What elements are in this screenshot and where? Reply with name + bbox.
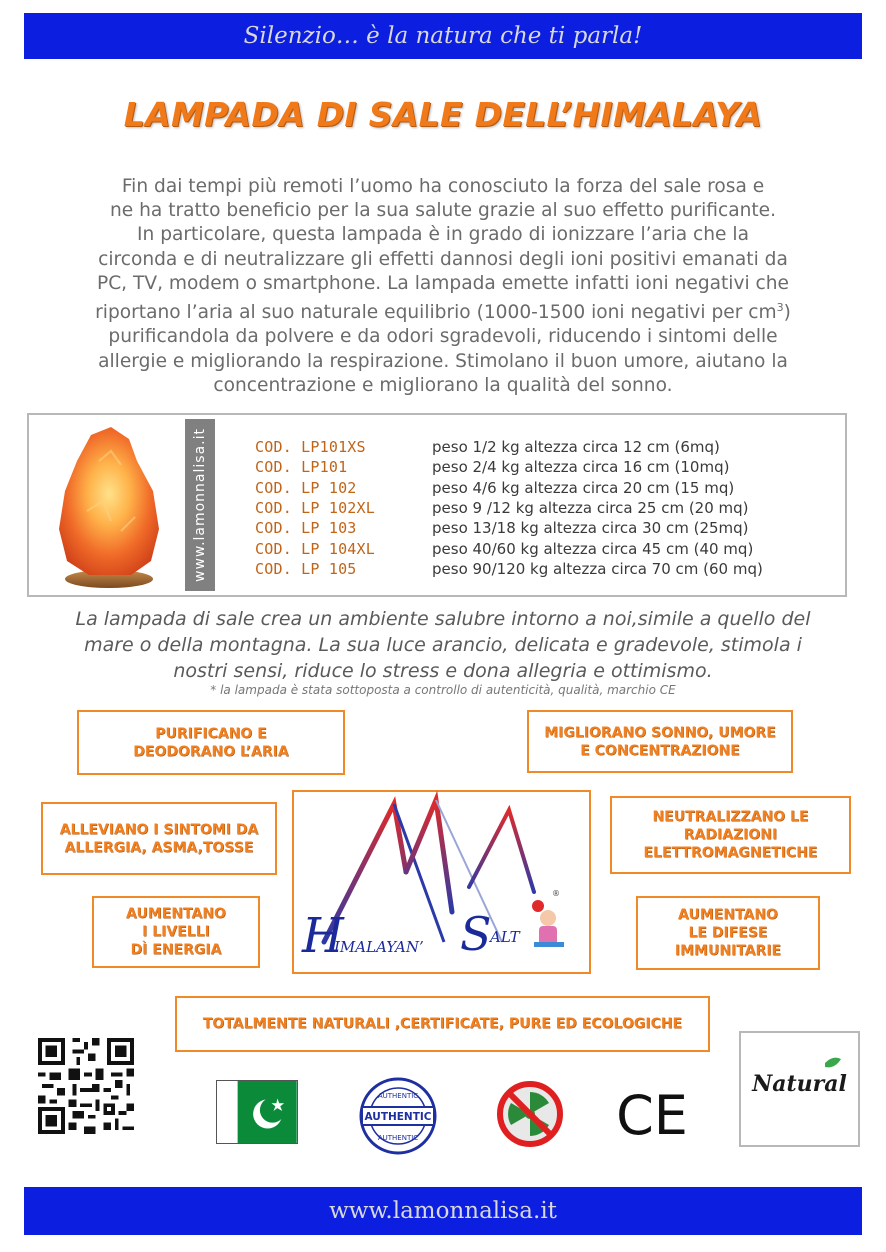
logo-letter-s: S bbox=[460, 907, 492, 961]
intro-line: In particolare, questa lampada è in grado di ionizzare l’aria che la bbox=[137, 224, 749, 246]
website-vertical-strip bbox=[185, 419, 215, 591]
product-code: COD. LP 103 bbox=[255, 519, 357, 538]
salt-lamp-image bbox=[51, 421, 166, 591]
authentic-seal-icon bbox=[358, 1076, 438, 1156]
product-spec: peso 1/2 kg altezza circa 12 cm (6mq) bbox=[432, 438, 720, 457]
authentic-center-text: AUTHENTIC bbox=[364, 1111, 432, 1123]
logo-word-himalayan: IMALAYAN’ bbox=[334, 938, 424, 956]
product-code-row bbox=[255, 457, 763, 477]
feature-label: PURIFICANO E DEODORANO L’ARIA bbox=[133, 725, 289, 760]
tagline-line: La lampada di sale crea un ambiente salubre intorno a noi,simile a quello del bbox=[75, 608, 811, 630]
ce-text: CE bbox=[616, 1084, 688, 1147]
footnote: * la lampada è stata sottoposta a controllo di autenticità, qualità, marchio CE bbox=[210, 683, 676, 697]
feature-immune bbox=[636, 896, 820, 970]
intro-text: ) bbox=[783, 302, 791, 324]
product-code-row bbox=[255, 437, 763, 457]
product-spec: peso 40/60 kg altezza circa 45 cm (40 mq) bbox=[432, 539, 754, 558]
feature-label: AUMENTANO LE DIFESE IMMUNITARIE bbox=[674, 907, 782, 959]
no-radiation-icon bbox=[496, 1080, 564, 1148]
intro-line: circonda e di neutralizzare gli effetti dannosi degli ioni positivi emanati da bbox=[98, 248, 788, 270]
feature-purify bbox=[77, 710, 345, 775]
page-title: LAMPADA DI SALE DELL’HIMALAYA bbox=[123, 95, 763, 134]
himalayan-salt-logo bbox=[292, 790, 591, 974]
feature-label: MIGLIORANO SONNO, UMORE E CONCENTRAZIONE bbox=[544, 724, 776, 759]
intro-paragraph bbox=[30, 175, 856, 398]
logo-letter-h: H bbox=[302, 908, 344, 964]
ce-mark-icon bbox=[616, 1084, 688, 1147]
pakistan-flag-icon bbox=[216, 1080, 298, 1144]
feature-label: TOTALMENTE NATURALI ,CERTIFICATE, PURE ED ECOLOGICHE bbox=[202, 1016, 683, 1032]
feature-natural bbox=[175, 996, 710, 1052]
superscript: 3 bbox=[776, 301, 784, 315]
logo-word-alt: ALT bbox=[490, 928, 520, 946]
product-codes-list bbox=[255, 437, 763, 579]
header-motto: Silenzio… è la natura che ti parla! bbox=[243, 23, 643, 49]
product-code: COD. LP 102XL bbox=[255, 499, 375, 518]
product-spec: peso 2/4 kg altezza circa 16 cm (10mq) bbox=[432, 458, 730, 477]
product-code-row bbox=[255, 538, 763, 558]
product-code: COD. LP 105 bbox=[255, 559, 357, 578]
product-spec: peso 13/18 kg altezza circa 30 cm (25mq) bbox=[432, 519, 749, 538]
website-vertical: www.lamonnalisa.it bbox=[192, 428, 208, 582]
footer-website-link[interactable]: www.lamonnalisa.it bbox=[329, 1198, 557, 1224]
product-code-row bbox=[255, 478, 763, 498]
intro-line: Fin dai tempi più remoti l’uomo ha conosciuto la forza del sale rosa e bbox=[121, 176, 765, 197]
product-spec: peso 4/6 kg altezza circa 20 cm (15 mq) bbox=[432, 478, 735, 497]
feature-sleep bbox=[527, 710, 793, 773]
intro-line bbox=[30, 296, 856, 325]
product-code-row bbox=[255, 518, 763, 538]
intro-line: allergie e migliorando la respirazione. Stimolano il buon umore, aiutano la bbox=[98, 350, 788, 372]
product-box bbox=[27, 413, 847, 597]
intro-line: PC, TV, modem o smartphone. La lampada emette infatti ioni negativi che bbox=[96, 272, 789, 294]
tagline bbox=[20, 606, 866, 684]
product-spec: peso 90/120 kg altezza circa 70 cm (60 mq) bbox=[432, 559, 763, 578]
intro-line: ne ha tratto beneficio per la sua salute grazie al suo effetto purificante. bbox=[109, 200, 777, 222]
intro-text: riportano l’aria al suo naturale equilibrio (1000-1500 ioni negativi per cm bbox=[95, 302, 777, 324]
qr-code[interactable] bbox=[38, 1038, 134, 1134]
feature-label: AUMENTANO I LIVELLI DÌ ENERGIA bbox=[126, 906, 226, 958]
product-code: COD. LP 102 bbox=[255, 478, 357, 497]
feature-energy bbox=[92, 896, 260, 968]
authentic-bottom-text: AUTHENTIC bbox=[377, 1134, 419, 1142]
product-spec: peso 9 /12 kg altezza circa 25 cm (20 mq) bbox=[432, 499, 749, 518]
feature-label: NEUTRALIZZANO LE RADIAZIONI ELETTROMAGNETICHE bbox=[643, 809, 818, 861]
tagline-line: mare o della montagna. La sua luce arancio, delicata e gradevole, stimola i bbox=[84, 634, 802, 656]
header-banner bbox=[24, 13, 862, 59]
feature-radiation bbox=[610, 796, 851, 874]
feature-label: ALLEVIANO I SINTOMI DA ALLERGIA, ASMA,TOSSE bbox=[59, 821, 259, 856]
product-code: COD. LP101XS bbox=[255, 438, 366, 457]
intro-line: concentrazione e migliorano la qualità del sonno. bbox=[213, 374, 673, 396]
mountains-logo-graphic bbox=[294, 792, 589, 972]
footer-banner bbox=[24, 1187, 862, 1235]
feature-allergy bbox=[41, 802, 277, 875]
natural-badge bbox=[739, 1031, 860, 1147]
natural-text: Natural bbox=[752, 1071, 847, 1097]
product-code: COD. LP 104XL bbox=[255, 539, 375, 558]
heart-balloon-icon bbox=[532, 900, 544, 912]
product-code-row bbox=[255, 498, 763, 518]
intro-line: purificandola da polvere e da odori sgradevoli, riducendo i sintomi delle bbox=[108, 326, 778, 348]
child-mascot-icon bbox=[540, 910, 556, 926]
product-code: COD. LP101 bbox=[255, 458, 348, 477]
registered-mark: ® bbox=[552, 889, 560, 898]
product-code-row bbox=[255, 559, 763, 579]
authentic-top-text: AUTHENTIC bbox=[377, 1092, 419, 1100]
tagline-line: nostri sensi, riduce lo stress e dona allegria e ottimismo. bbox=[173, 660, 713, 682]
